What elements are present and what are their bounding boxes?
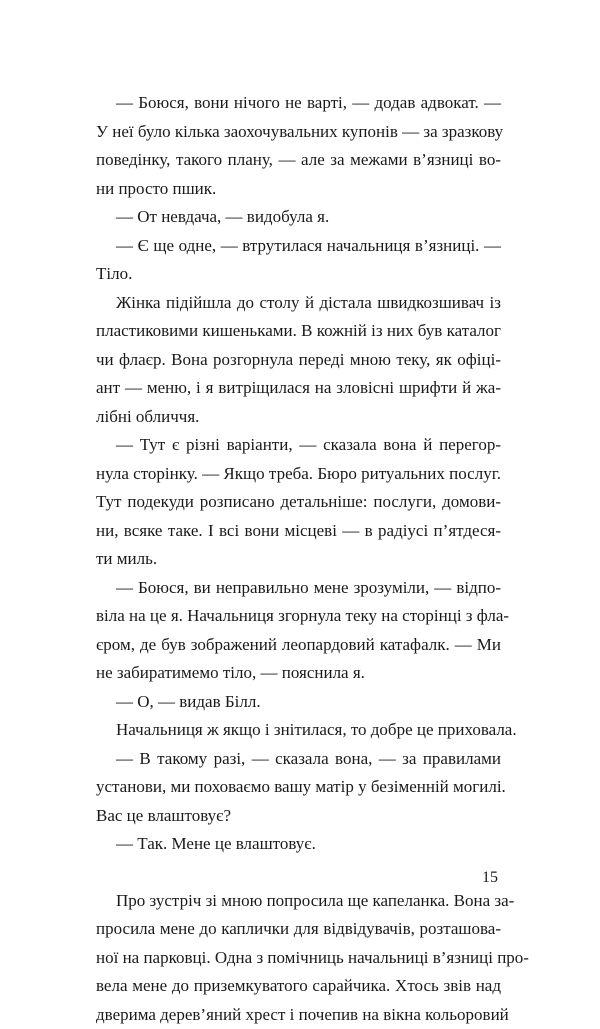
text-line: пластиковими кишеньками. В кожній із них був каталог bbox=[96, 317, 501, 346]
text-line: віла на це я. Начальниця згорнула теку на сторінці з фла- bbox=[96, 602, 501, 631]
paragraph bbox=[96, 574, 501, 688]
text-line: установи, ми поховаємо вашу матір у безіменній могилі. bbox=[96, 773, 501, 802]
paragraph bbox=[96, 716, 501, 745]
text-line: — Є ще одне, — втрутилася начальниця в’язниці. — bbox=[96, 232, 501, 261]
paragraph bbox=[96, 887, 501, 1029]
text-line: поведінку, такого плану, — але за межами в’язниці во- bbox=[96, 146, 501, 175]
text-line: ти миль. bbox=[96, 545, 501, 574]
text-line: — О, — видав Білл. bbox=[96, 688, 501, 717]
text-line: чи флаєр. Вона розгорнула переді мною теку, як офіці- bbox=[96, 346, 501, 375]
text-line: не забиратимемо тіло, — пояснила я. bbox=[96, 659, 501, 688]
paragraph bbox=[96, 289, 501, 432]
text-line: ант — меню, і я витріщилася на зловісні шрифти й жа- bbox=[96, 374, 501, 403]
text-line: дверима дерев’яний хрест і почепив на вікна кольоровий bbox=[96, 1001, 501, 1029]
paragraph bbox=[96, 830, 501, 859]
text-line: нула сторінку. — Якщо треба. Бюро ритуальних послуг. bbox=[96, 460, 501, 489]
text-line: У неї було кілька заохочувальних купонів — за зразкову bbox=[96, 118, 501, 147]
text-line: Начальниця ж якщо і знітилася, то добре це приховала. bbox=[96, 716, 501, 745]
text-line: Тіло. bbox=[96, 260, 501, 289]
text-line: Жінка підійшла до столу й дістала швидкозшивач із bbox=[96, 289, 501, 318]
text-line: — В такому разі, — сказала вона, — за правилами bbox=[96, 745, 501, 774]
text-line: — Боюся, ви неправильно мене зрозуміли, — відпо- bbox=[96, 574, 501, 603]
page-body bbox=[96, 89, 501, 1029]
text-line: — Боюся, вони нічого не варті, — додав адвокат. — bbox=[96, 89, 501, 118]
paragraph bbox=[96, 232, 501, 289]
text-line: ної на парковці. Одна з помічниць начальниці в’язниці про- bbox=[96, 944, 501, 973]
text-line: вела мене до приземкуватого сарайчика. Хтось звів над bbox=[96, 972, 501, 1001]
page-number: 15 bbox=[482, 868, 498, 888]
text-line: — От невдача, — видобула я. bbox=[96, 203, 501, 232]
text-line: лібні обличчя. bbox=[96, 403, 501, 432]
text-line: єром, де був зображений леопардовий катафалк. — Ми bbox=[96, 631, 501, 660]
paragraph bbox=[96, 203, 501, 232]
text-line: просила мене до каплички для відвідувачів, розташова- bbox=[96, 915, 501, 944]
paragraph bbox=[96, 89, 501, 203]
text-line: Вас це влаштовує? bbox=[96, 802, 501, 831]
paragraph bbox=[96, 688, 501, 717]
text-line: Про зустріч зі мною попросила ще капеланка. Вона за- bbox=[96, 887, 501, 916]
text-line: ни просто пшик. bbox=[96, 175, 501, 204]
paragraph bbox=[96, 745, 501, 831]
text-line: Тут подекуди розписано детальніше: послуги, домови- bbox=[96, 488, 501, 517]
text-line: ни, всяке таке. І всі вони місцеві — в радіусі п’ятдеся- bbox=[96, 517, 501, 546]
text-line: — Тут є різні варіанти, — сказала вона й перегор- bbox=[96, 431, 501, 460]
text-line: — Так. Мене це влаштовує. bbox=[96, 830, 501, 859]
paragraph bbox=[96, 431, 501, 574]
